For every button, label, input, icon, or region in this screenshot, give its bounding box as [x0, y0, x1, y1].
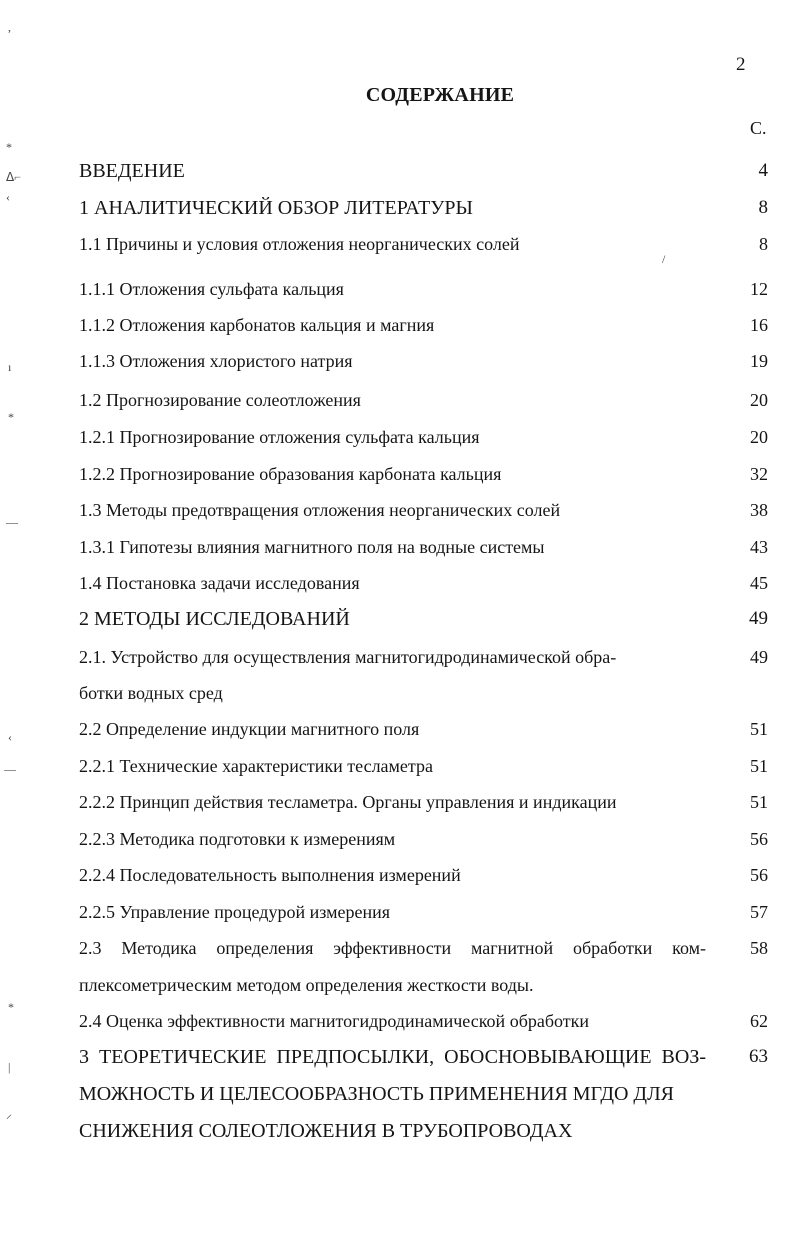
toc-entry: 2.2.3 Методика подготовки к измерениям	[79, 829, 396, 849]
toc-page: 19	[750, 351, 768, 371]
toc-entry: 2.2.2 Принцип действия тесламетра. Органы управления и индикации	[79, 792, 617, 812]
toc-page: 62	[750, 1011, 768, 1031]
toc-entry: 2.3 Методика определения эффективности магнитной обработки ком-	[79, 938, 706, 958]
toc-page: 20	[750, 427, 768, 447]
page-column-label: С.	[750, 118, 767, 138]
toc-page: 56	[750, 865, 768, 885]
toc-entry: 3 ТЕОРЕТИЧЕСКИЕ ПРЕДПОСЫЛКИ, ОБОСНОВЫВАЮЩИЕ ВОЗ-	[79, 1046, 706, 1068]
toc-page: 8	[759, 234, 768, 254]
toc-page: 12	[750, 279, 768, 299]
toc-entry: 2.2.5 Управление процедурой измерения	[79, 902, 390, 922]
toc-entry: 1.2 Прогнозирование солеотложения	[79, 390, 361, 410]
toc-entry: 1.2.2 Прогнозирование образования карбоната кальция	[79, 464, 502, 484]
toc-entry: 1.2.1 Прогнозирование отложения сульфата кальция	[79, 427, 480, 447]
scan-mark: —	[4, 762, 16, 776]
toc-page: 56	[750, 829, 768, 849]
toc-entry: 2.1. Устройство для осуществления магнитогидродинамической обра-	[79, 647, 617, 667]
scan-mark: ,	[8, 20, 11, 34]
toc-page: 32	[750, 464, 768, 484]
page-title: СОДЕРЖАНИЕ	[365, 84, 515, 106]
toc-entry: 2.4 Оценка эффективности магнитогидродинамической обработки	[79, 1011, 590, 1031]
toc-page: 51	[750, 756, 768, 776]
toc-entry: 1.1.3 Отложения хлористого натрия	[79, 351, 353, 371]
scan-mark: /	[662, 252, 666, 266]
toc-entry: 2.2 Определение индукции магнитного поля	[79, 719, 420, 739]
toc-entry: 1.1 Причины и условия отложения неорганических солей	[79, 234, 520, 254]
toc-page: 51	[750, 719, 768, 739]
toc-page: 16	[750, 315, 768, 335]
toc-entry: СНИЖЕНИЯ СОЛЕОТЛОЖЕНИЯ В ТРУБОПРОВОДАХ	[79, 1120, 573, 1142]
toc-entry: 1.1.2 Отложения карбонатов кальция и магния	[79, 315, 435, 335]
toc-page: 57	[750, 902, 768, 922]
toc-page: 51	[750, 792, 768, 812]
scan-mark: *	[8, 410, 14, 424]
toc-page: 8	[758, 197, 768, 218]
toc-page: 58	[750, 938, 768, 958]
toc-page: 43	[750, 537, 768, 557]
toc-page: 49	[749, 608, 768, 629]
scan-mark: —	[6, 515, 18, 529]
page-number: 2	[736, 54, 746, 75]
scan-mark: ‹	[6, 190, 10, 204]
toc-page: 49	[750, 647, 768, 667]
toc-page: 63	[749, 1046, 768, 1067]
scan-mark: ı	[8, 360, 12, 374]
toc-entry: 2 МЕТОДЫ ИССЛЕДОВАНИЙ	[79, 608, 350, 630]
toc-entry: ботки водных сред	[79, 683, 223, 703]
toc-page: 4	[758, 160, 768, 181]
toc-entry: 1.3 Методы предотвращения отложения неорганических солей	[79, 500, 561, 520]
toc-entry: 1.4 Постановка задачи исследования	[79, 573, 360, 593]
scan-mark: |	[8, 1060, 11, 1074]
toc-entry: 1.1.1 Отложения сульфата кальция	[79, 279, 344, 299]
toc-entry: 1 АНАЛИТИЧЕСКИЙ ОБЗОР ЛИТЕРАТУРЫ	[79, 197, 473, 219]
scan-mark: *	[6, 140, 12, 154]
toc-entry: 1.3.1 Гипотезы влияния магнитного поля на водные системы	[79, 537, 545, 557]
scan-mark: ‹	[8, 730, 12, 744]
toc-entry: плексометрическим методом определения жесткости воды.	[79, 975, 534, 995]
toc-page: 38	[750, 500, 768, 520]
toc-entry: 2.2.1 Технические характеристики тесламетра	[79, 756, 433, 776]
scan-mark: *	[8, 1000, 14, 1014]
scan-mark: ⸝	[6, 1107, 13, 1121]
toc-page: 45	[750, 573, 768, 593]
toc-entry: 2.2.4 Последовательность выполнения измерений	[79, 865, 461, 885]
toc-page: 20	[750, 390, 768, 410]
toc-entry: ВВЕДЕНИЕ	[79, 160, 185, 182]
toc-entry: МОЖНОСТЬ И ЦЕЛЕСООБРАЗНОСТЬ ПРИМЕНЕНИЯ МГДО ДЛЯ	[79, 1083, 674, 1105]
scan-mark: ᐃ⌐	[6, 170, 21, 184]
